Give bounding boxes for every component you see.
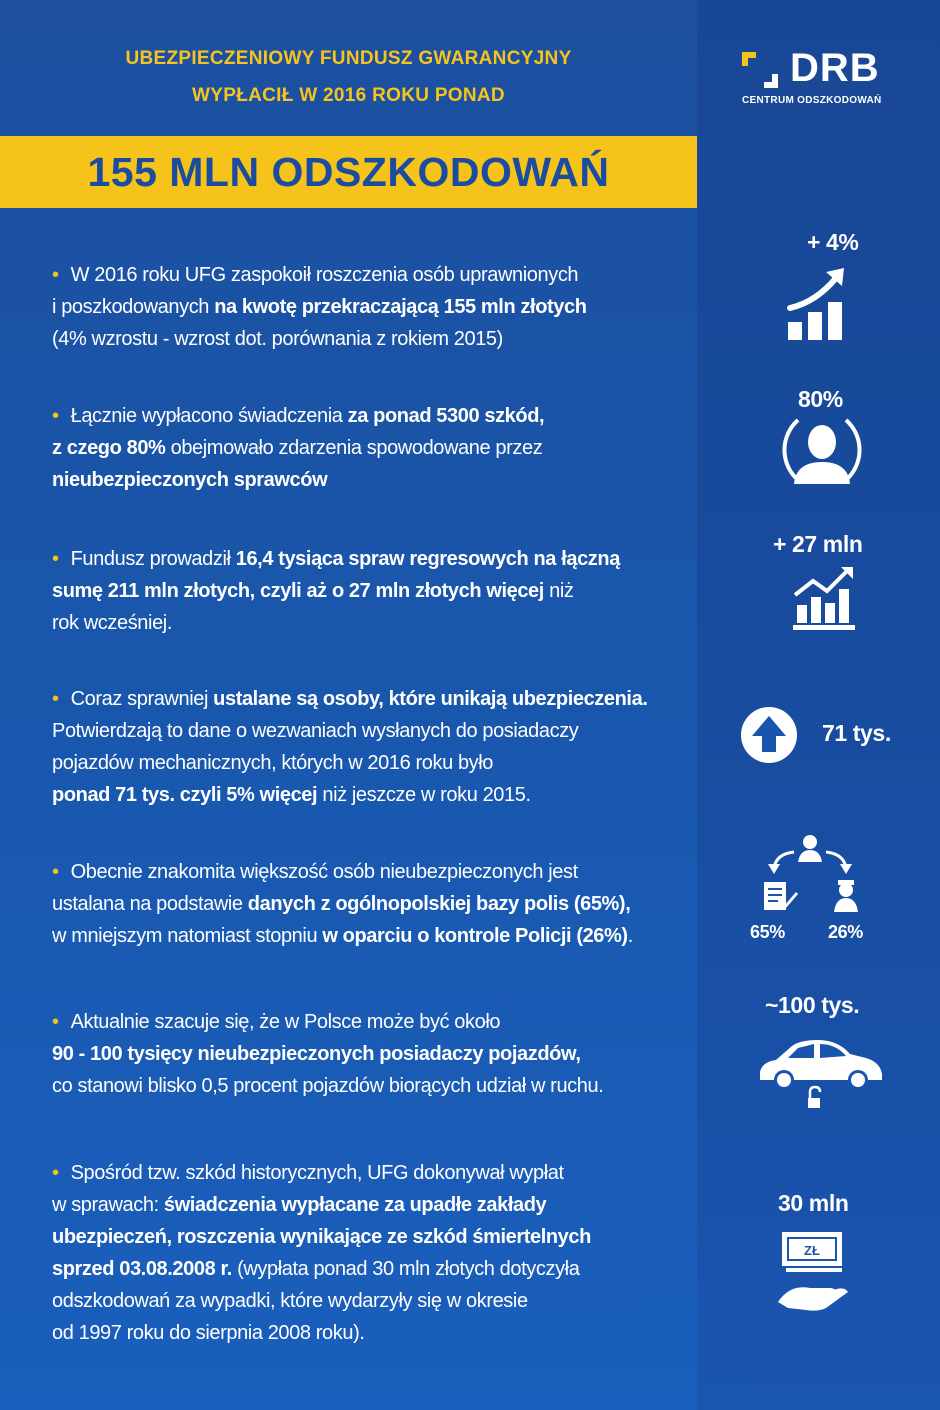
money-hand-icon	[776, 1230, 852, 1314]
paragraph-text-bold: danych z ogólnopolskiej bazy polis (65%),	[247, 893, 631, 915]
paragraph-text-bold: ponad 71 tys. czyli 5% więcej	[52, 784, 318, 806]
paragraph-text-bold: nieubezpieczonych sprawców	[52, 469, 328, 491]
logo-mark-icon	[742, 52, 778, 88]
bullet-icon: •	[52, 264, 59, 286]
paragraph-text: ustalana na podstawie	[52, 893, 248, 915]
paragraph-text: Spośród tzw. szkód historycznych, UFG dokonywał wypłat	[70, 1162, 564, 1184]
paragraph-text: Aktualnie szacuje się, że w Polsce może być około	[70, 1011, 501, 1033]
bullet-icon: •	[52, 861, 59, 883]
paragraph-text-bold: ustalane są osoby, które unikają ubezpieczenia.	[213, 688, 648, 710]
sources-flow-icon	[762, 834, 862, 916]
arrow-up-circle-icon	[740, 706, 798, 764]
paragraph-text-bold: w oparciu o kontrole Policji (26%)	[322, 925, 628, 947]
paragraph-historic	[52, 1157, 682, 1349]
paragraph-text-bold: ubezpieczeń, roszczenia wynikające ze szkód śmiertelnych	[52, 1226, 591, 1248]
paragraph-text: Łącznie wypłacono świadczenia	[70, 405, 348, 427]
logo-name: DRB	[790, 46, 880, 90]
paragraph-text-bold: 90 - 100 tysięcy nieubezpieczonych posiadaczy pojazdów,	[52, 1043, 581, 1065]
paragraph-text: Potwierdzają to dane o wezwaniach wysłanych do posiadaczy	[52, 720, 579, 742]
stat-regress: + 27 mln	[773, 531, 863, 557]
stat-police: 26%	[828, 922, 863, 942]
bullet-icon: •	[52, 1011, 59, 1033]
person-icon	[776, 400, 868, 490]
paragraph-text: w sprawach:	[52, 1194, 164, 1216]
paragraph-text: W 2016 roku UFG zaspokoił roszczenia osób uprawnionych	[70, 264, 579, 286]
logo-subtitle: CENTRUM ODSZKODOWAŃ	[742, 95, 882, 106]
paragraph-text-bold: sumę 211 mln złotych, czyli aż o 27 mln złotych więcej	[52, 580, 544, 602]
drb-logo	[742, 46, 892, 116]
paragraph-identification	[52, 683, 682, 811]
paragraph-text: (wypłata ponad 30 mln złotych dotyczyła	[231, 1258, 580, 1280]
paragraph-text: (4% wzrostu - wzrost dot. porównania z rokiem 2015)	[52, 328, 503, 350]
paragraph-text-bold: za ponad 5300 szkód,	[347, 405, 545, 427]
paragraph-text: Fundusz prowadził	[70, 548, 236, 570]
paragraph-text-bold: świadczenia wypłacane za upadłe zakłady	[163, 1194, 547, 1216]
paragraph-text: od 1997 roku do sierpnia 2008 roku).	[52, 1322, 365, 1344]
bullet-icon: •	[52, 1162, 59, 1184]
paragraph-text: i poszkodowanych	[52, 296, 215, 318]
stat-polis: 65%	[750, 922, 785, 942]
bullet-icon: •	[52, 405, 59, 427]
paragraph-estimate	[52, 1006, 682, 1102]
paragraph-text: Obecnie znakomita większość osób nieubezpieczonych jest	[70, 861, 578, 883]
paragraph-claims	[52, 400, 682, 496]
currency-label: ZŁ	[804, 1243, 820, 1258]
paragraph-text: niż	[543, 580, 574, 602]
stat-uninsured: ~100 tys.	[765, 992, 860, 1018]
growth-chart-icon	[786, 262, 852, 342]
paragraph-text-bold: 16,4 tysiąca spraw regresowych na łączną	[235, 548, 620, 570]
paragraph-text: pojazdów mechanicznych, których w 2016 roku było	[52, 752, 494, 774]
stat-calls: 71 tys.	[822, 720, 891, 746]
paragraph-text: rok wcześniej.	[52, 612, 172, 634]
paragraph-text: odszkodowań za wypadki, które wydarzyły się w okresie	[52, 1290, 528, 1312]
paragraph-text: .	[627, 925, 633, 947]
bar-chart-icon	[791, 565, 857, 631]
bullet-icon: •	[52, 688, 59, 710]
paragraph-sources	[52, 856, 682, 952]
title-banner	[0, 136, 697, 208]
header-text	[0, 40, 697, 114]
stat-historic: 30 mln	[778, 1190, 849, 1216]
paragraph-regress	[52, 543, 682, 639]
paragraph-text: co stanowi blisko 0,5 procent pojazdów biorących udział w ruchu.	[52, 1075, 604, 1097]
paragraph-text-bold: sprzed 03.08.2008 r.	[52, 1258, 232, 1280]
paragraph-text: obejmowało zdarzenia spowodowane przez	[165, 437, 543, 459]
banner-title: 155 MLN ODSZKODOWAŃ	[87, 148, 610, 195]
stat-people: 80%	[798, 386, 843, 412]
paragraph-text: Coraz sprawniej	[70, 688, 214, 710]
header-line-1: UBEZPIECZENIOWY FUNDUSZ GWARANCYJNY	[125, 48, 572, 69]
paragraph-text-bold: na kwotę przekraczającą 155 mln złotych	[214, 296, 587, 318]
car-icon	[758, 1034, 884, 1114]
bullet-icon: •	[52, 548, 59, 570]
stat-growth: + 4%	[807, 229, 859, 255]
paragraph-text: w mniejszym natomiast stopniu	[52, 925, 323, 947]
paragraph-payouts	[52, 259, 682, 355]
paragraph-text-bold: z czego 80%	[52, 437, 166, 459]
header-line-2: WYPŁACIŁ W 2016 ROKU PONAD	[192, 85, 505, 106]
paragraph-text: niż jeszcze w roku 2015.	[317, 784, 531, 806]
